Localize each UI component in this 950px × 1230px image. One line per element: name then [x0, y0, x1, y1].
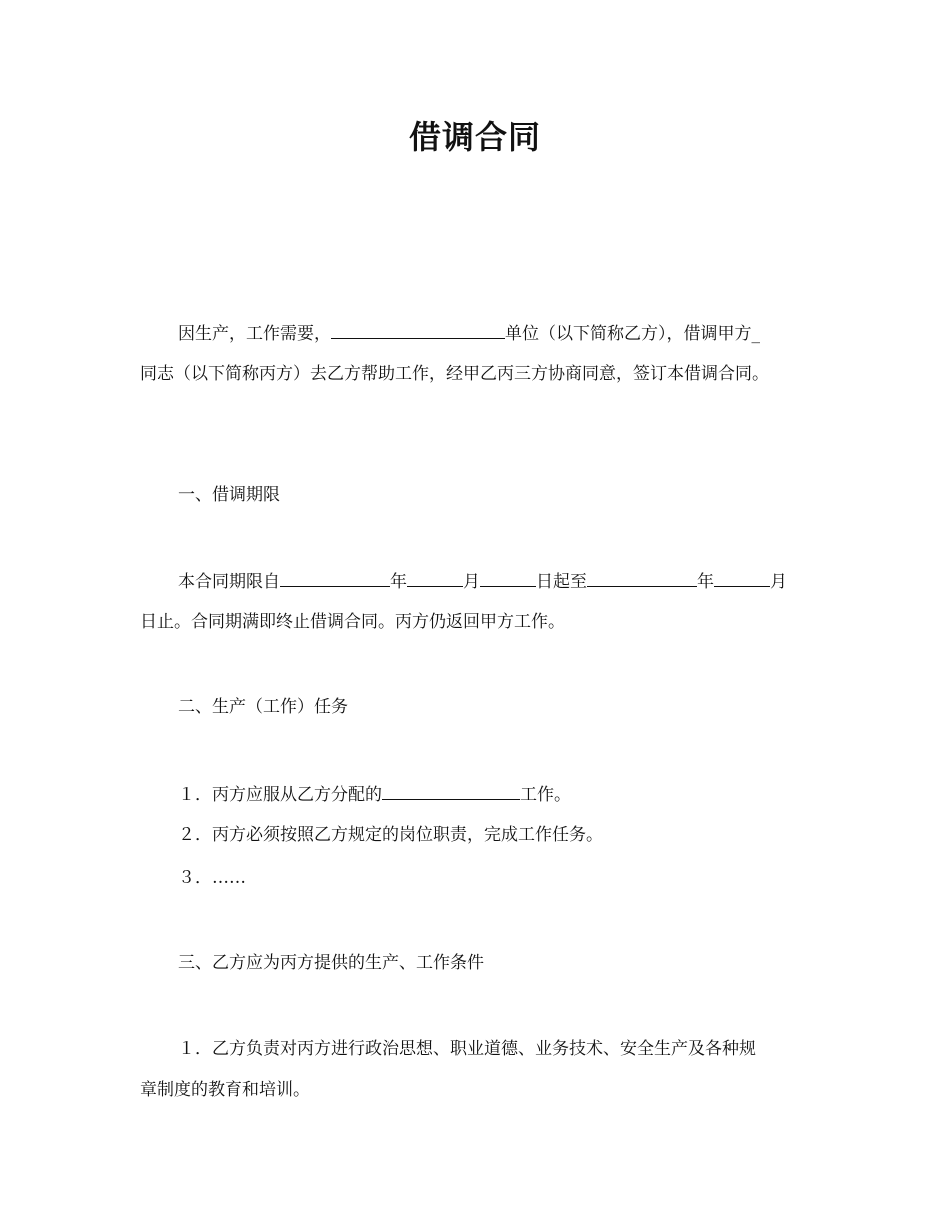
term-text: 日起至 — [536, 572, 587, 592]
work-blank — [382, 781, 520, 800]
term-text: 月 — [463, 572, 480, 592]
unit-blank — [331, 320, 505, 339]
term-text: 月 — [770, 572, 787, 592]
task-item-3: ３．…… — [178, 868, 246, 888]
term-line-2: 日止。合同期满即终止借调合同。丙方仍返回甲方工作。 — [140, 612, 565, 632]
term-text: 年 — [390, 572, 407, 592]
task-text: 工作。 — [520, 785, 571, 805]
condition-item-1: １．乙方负责对丙方进行政治思想、职业道德、业务技术、安全生产及各种规 — [178, 1039, 756, 1059]
section1-heading: 一、借调期限 — [178, 485, 280, 505]
section2-heading: 二、生产（工作）任务 — [178, 697, 348, 717]
condition-item-1-cont: 章制度的教育和培训。 — [140, 1080, 310, 1100]
start-day-blank — [480, 568, 536, 587]
section3-heading: 三、乙方应为丙方提供的生产、工作条件 — [178, 953, 484, 973]
start-year-blank — [280, 568, 390, 587]
intro-text: 因生产，工作需要， — [178, 324, 331, 344]
document-title: 借调合同 — [408, 118, 541, 156]
task-text: １．丙方应服从乙方分配的 — [178, 785, 382, 805]
end-month-blank — [714, 568, 770, 587]
term-text: 年 — [697, 572, 714, 592]
intro-line-2: 同志（以下简称丙方）去乙方帮助工作，经甲乙丙三方协商同意，签订本借调合同。 — [140, 364, 769, 384]
intro-text: 单位（以下简称乙方），借调甲方_ — [505, 324, 760, 344]
intro-line-1 — [178, 320, 830, 346]
task-item-2: ２．丙方必须按照乙方规定的岗位职责，完成工作任务。 — [178, 825, 603, 845]
task-item-1 — [178, 781, 830, 807]
term-line — [178, 568, 830, 594]
end-year-blank — [587, 568, 697, 587]
start-month-blank — [407, 568, 463, 587]
term-text: 本合同期限自 — [178, 572, 280, 592]
